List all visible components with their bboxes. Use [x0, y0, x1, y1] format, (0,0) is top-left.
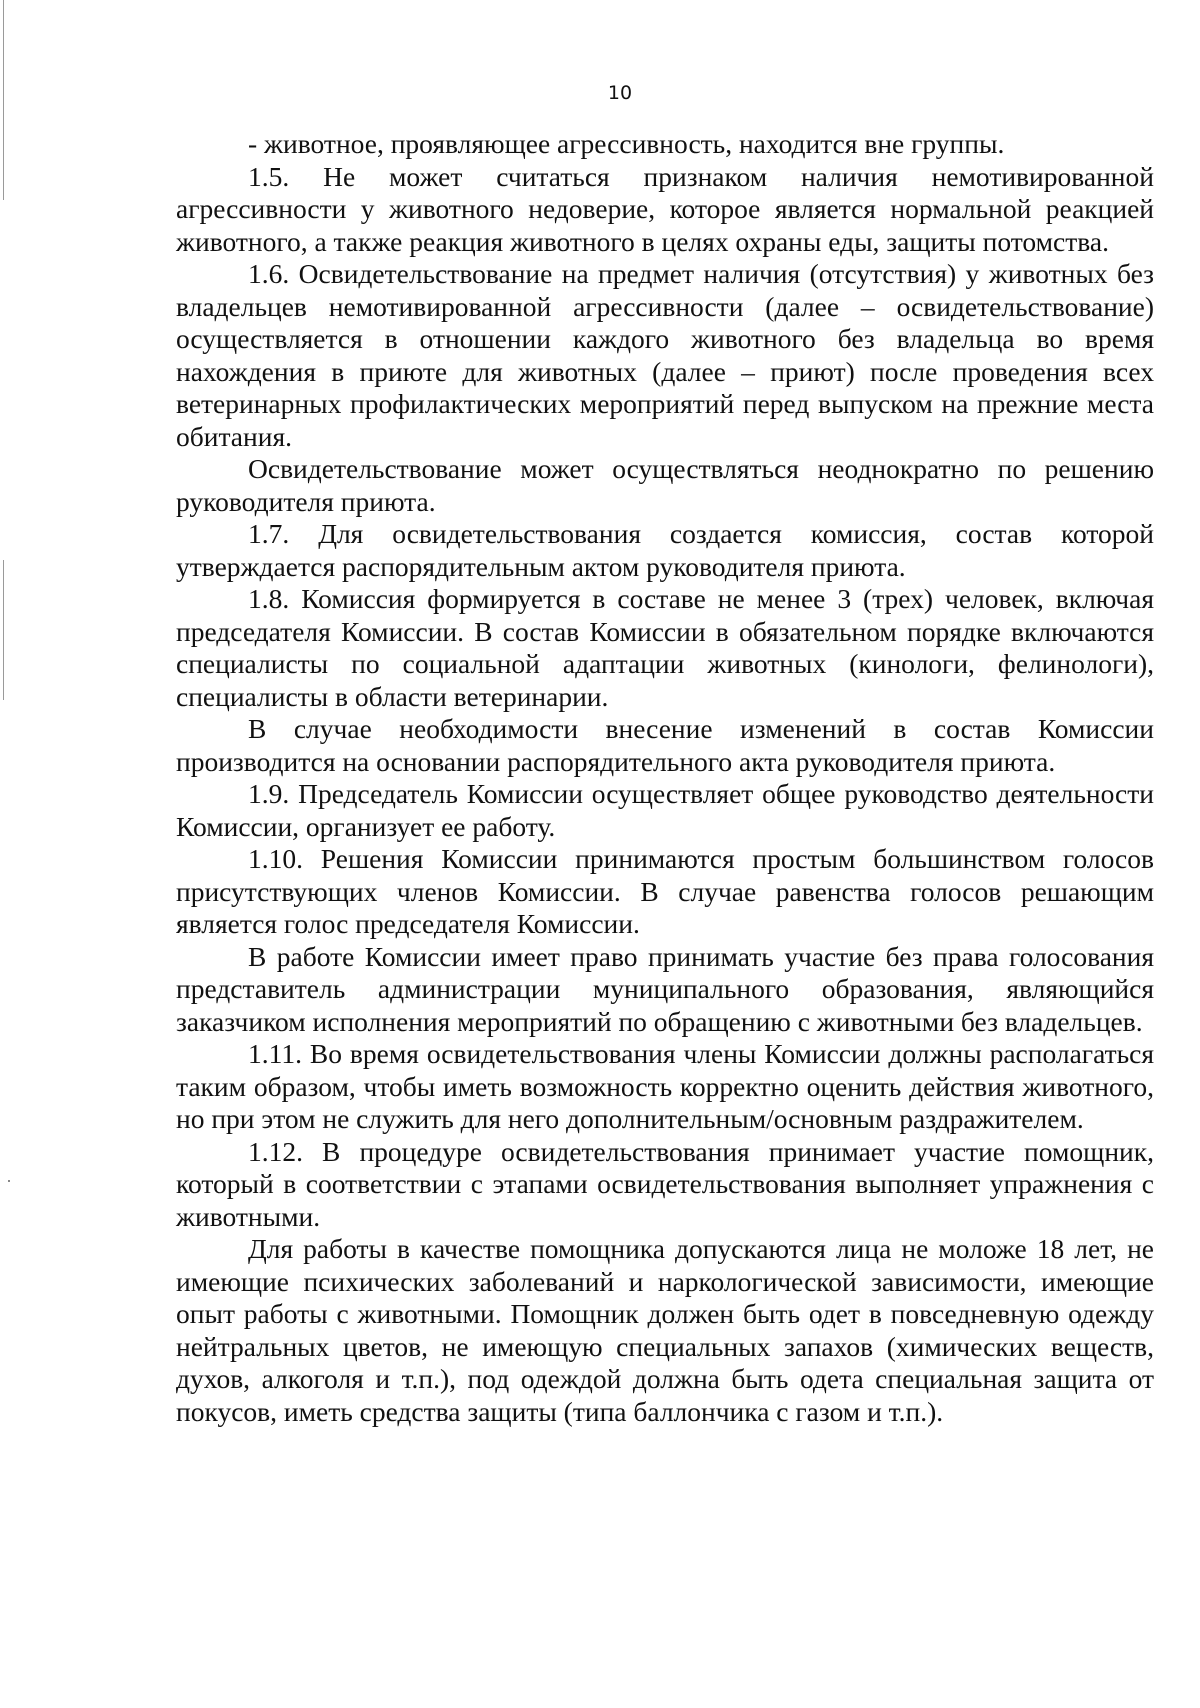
paragraph: В работе Комиссии имеет право принимать участие без права голосования представитель администрации муниципального образования, являющийся заказчиком исполнения мероприятий по обращению с животными без владельцев. [176, 940, 1154, 1037]
scan-edge-mark [3, 560, 4, 700]
paragraph: Для работы в качестве помощника допускаются лица не моложе 18 лет, не имеющие психических заболеваний и наркологической зависимости, имеющие опыт работы с животными. Помощник должен быть одет в повседневную одежду нейтральных цветов, не имеющую специальных запахов (химических веществ, духов, алкоголя и т.п.), под одеждой должна быть одета специальная защита от покусов, иметь средства защиты (типа баллончика с газом и т.п.). [176, 1233, 1154, 1427]
scan-speck [8, 1180, 10, 1182]
paragraph: 1.8. Комиссия формируется в составе не менее 3 (трех) человек, включая председателя Комиссии. В состав Комиссии в обязательном порядке включаются специалисты по социальной адаптации животных (кинологи, фелинологи), специалисты в области ветеринарии. [176, 583, 1154, 712]
paragraph: 1.5. Не может считаться признаком наличия немотивированной агрессивности у животного недоверие, которое является нормальной реакцией животного, а также реакция животного в целях охраны еды, защиты потомства. [176, 160, 1154, 257]
paragraph: - животное, проявляющее агрессивность, находится вне группы. [248, 128, 1005, 159]
page-number: 10 [607, 82, 633, 104]
paragraph: 1.6. Освидетельствование на предмет наличия (отсутствия) у животных без владельцев немотивированной агрессивности (далее – освидетельствование) осуществляется в отношении каждого животного без владельца во время нахождения в приюте для животных (далее – приют) после проведения всех ветеринарных профилактических мероприятий перед выпуском на прежние места обитания. [176, 258, 1154, 452]
paragraph: 1.10. Решения Комиссии принимаются простым большинством голосов присутствующих членов Комиссии. В случае равенства голосов решающим является голос председателя Комиссии. [176, 843, 1154, 939]
paragraph: Освидетельствование может осуществляться неоднократно по решению руководителя приюта. [176, 453, 1154, 517]
paragraph: 1.9. Председатель Комиссии осуществляет общее руководство деятельности Комиссии, организует ее работу. [176, 778, 1154, 842]
paragraph: 1.11. Во время освидетельствования члены Комиссии должны располагаться таким образом, чтобы иметь возможность корректно оценить действия животного, но при этом не служить для него дополнительным/основным раздражителем. [176, 1038, 1154, 1134]
paragraph: 1.7. Для освидетельствования создается комиссия, состав которой утверждается распорядительным актом руководителя приюта. [176, 518, 1154, 582]
document-body [176, 128, 1154, 1428]
paragraph: 1.12. В процедуре освидетельствования принимает участие помощник, который в соответствии с этапами освидетельствования выполняет упражнения с животными. [176, 1135, 1154, 1232]
paragraph: В случае необходимости внесение изменений в состав Комиссии производится на основании распорядительного акта руководителя приюта. [176, 713, 1154, 777]
